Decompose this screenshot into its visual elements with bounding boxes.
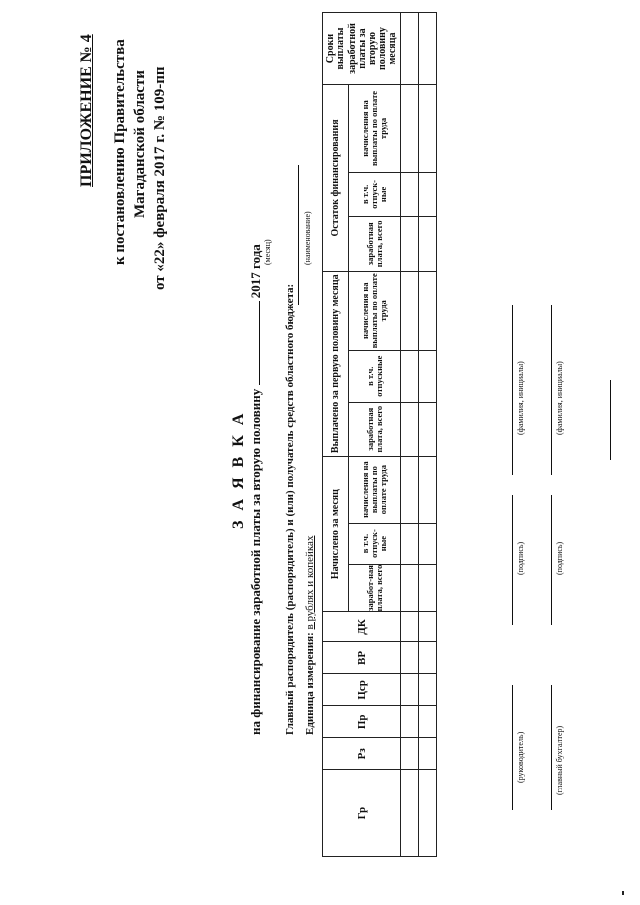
col-gr: Гр: [323, 770, 401, 857]
group-balance: Остаток финансирования: [323, 85, 349, 272]
table-row: [419, 13, 437, 857]
document-title: З А Я В К А: [230, 410, 247, 529]
table-cell[interactable]: [419, 172, 437, 216]
table-cell[interactable]: [419, 612, 437, 642]
table-cell[interactable]: [401, 642, 419, 674]
table-cell[interactable]: [419, 706, 437, 738]
subtitle-year: 2017 года: [248, 244, 263, 299]
terms-title: Сроки выплаты: [324, 27, 346, 70]
table-cell[interactable]: [401, 770, 419, 857]
col-terms: [323, 13, 401, 85]
appendix-region: Магаданской области: [132, 70, 148, 218]
accountant-signature-hint: (подпись): [555, 541, 564, 575]
table-cell[interactable]: [401, 706, 419, 738]
col-pr: Пр: [323, 706, 401, 738]
month-blank: [249, 301, 260, 385]
table-row: [401, 13, 419, 857]
table-cell[interactable]: [401, 738, 419, 770]
table-cell[interactable]: [401, 564, 419, 612]
page-mark: [622, 891, 624, 895]
table-cell[interactable]: [401, 85, 419, 173]
table-cell[interactable]: [401, 674, 419, 706]
appendix-title: ПРИЛОЖЕНИЕ № 4: [78, 34, 95, 187]
head-name-hint: (фамилия, инициалы): [516, 361, 525, 435]
accountant-name-line: [551, 305, 552, 475]
table-cell[interactable]: [419, 674, 437, 706]
table-cell[interactable]: [419, 271, 437, 350]
recipient-name-line: [298, 165, 299, 305]
table-cell[interactable]: [401, 402, 419, 456]
table-cell[interactable]: [401, 456, 419, 523]
balance-salary: заработная плата, всего: [349, 216, 401, 271]
table-cell[interactable]: [419, 402, 437, 456]
head-signature-line: [512, 495, 513, 625]
terms-desc: заработной платы за вторую половину месяца: [346, 23, 398, 74]
unit-label-text: Единица измерения:: [304, 632, 316, 735]
group-paid: Выплачено за первую половину месяца: [323, 271, 349, 456]
table-cell[interactable]: [419, 770, 437, 857]
accountant-role: (главный бухгалтер): [555, 725, 564, 795]
paid-salary: заработная плата, всего: [349, 402, 401, 456]
accountant-name-hint: (фамилия, инициалы): [555, 361, 564, 435]
table-cell[interactable]: [401, 13, 419, 85]
accountant-signature-line: [551, 495, 552, 625]
table-cell[interactable]: [419, 738, 437, 770]
table-cell[interactable]: [419, 456, 437, 523]
appendix-date: от «22» февраля 2017 г. № 109-пп: [152, 66, 168, 290]
accountant-line: [551, 685, 552, 810]
table-cell[interactable]: [401, 350, 419, 402]
col-dk: ДК: [323, 612, 401, 642]
table-cell[interactable]: [419, 350, 437, 402]
recipient-name-hint: (наименование): [303, 211, 312, 265]
accrued-vacation: в т.ч. отпуск-ные: [349, 523, 401, 564]
table-cell[interactable]: [419, 216, 437, 271]
head-line: [512, 685, 513, 810]
col-vr: ВР: [323, 642, 401, 674]
table-cell[interactable]: [419, 564, 437, 612]
head-signature-hint: (подпись): [516, 541, 525, 575]
table-cell[interactable]: [401, 523, 419, 564]
appendix-resolution: к постановлению Правительства: [112, 39, 128, 265]
table-cell[interactable]: [419, 13, 437, 85]
paid-vacation: в т.ч. отпускные: [349, 350, 401, 402]
document-subtitle: [248, 244, 264, 735]
paid-charges: начисления на выплаты по оплате труда: [349, 271, 401, 350]
extra-rule: [610, 380, 611, 460]
recipient-label: Главный распорядитель (распорядитель) и (или) получатель средств областного бюджета:: [284, 283, 296, 735]
accrued-charges: начисления на выплаты по оплате труда: [349, 456, 401, 523]
table-cell[interactable]: [401, 271, 419, 350]
head-name-line: [512, 305, 513, 475]
head-role: (руководитель): [516, 731, 525, 783]
balance-charges: начисления на выплаты по оплате труда: [349, 85, 401, 173]
col-tssr: Цср: [323, 674, 401, 706]
table-cell[interactable]: [419, 642, 437, 674]
month-hint: (месяц): [263, 239, 272, 265]
accrued-salary: заработ-ная плата, всего: [349, 564, 401, 612]
table-cell[interactable]: [419, 85, 437, 173]
col-rz: Рз: [323, 738, 401, 770]
group-accrued: Начислено за месяц: [323, 456, 349, 612]
table-cell[interactable]: [401, 612, 419, 642]
table-cell[interactable]: [401, 216, 419, 271]
funding-table: [322, 12, 437, 857]
unit-label: [304, 536, 316, 735]
table-cell[interactable]: [419, 523, 437, 564]
balance-vacation: в т.ч. отпуск-ные: [349, 172, 401, 216]
unit-value: в рублях и копейках: [304, 535, 316, 630]
table-cell[interactable]: [401, 172, 419, 216]
subtitle-text: на финансирование заработной платы за вторую половину: [248, 388, 263, 735]
